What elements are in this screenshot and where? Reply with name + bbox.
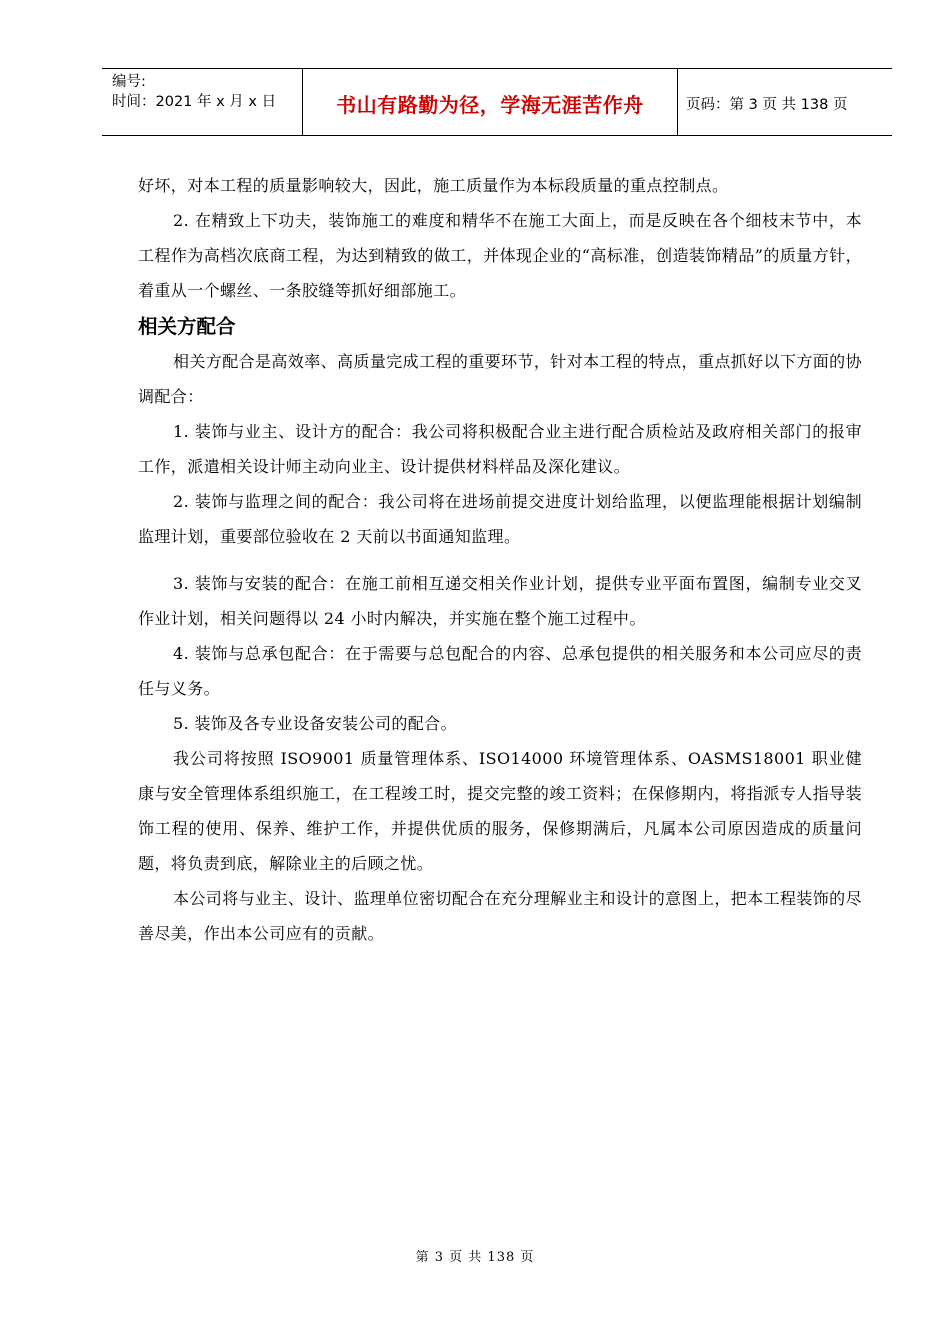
section-heading: 相关方配合 bbox=[138, 315, 236, 338]
paragraph: 好坏，对本工程的质量影响较大，因此，施工质量作为本标段质量的重点控制点。 bbox=[138, 176, 729, 195]
page-header bbox=[102, 68, 892, 136]
header-meta bbox=[102, 69, 303, 135]
document-date: 时间：2021 年 x 月 x 日 bbox=[112, 94, 277, 110]
paragraph: 2. 在精致上下功夫，装饰施工的难度和精华不在施工大面上，而是反映在各个细枝末节中，本工程作为高档次底商工程，为达到精致的做工，并体现企业的“高标准，创造装饰精品”的质量方针，着重从一个螺丝、一条胶缝等抓好细部施工。 bbox=[138, 211, 862, 300]
paragraph: 相关方配合是高效率、高质量完成工程的重要环节，针对本工程的特点，重点抓好以下方面的协调配合： bbox=[138, 352, 862, 406]
page-footer: 第 3 页 共 138 页 bbox=[415, 1250, 535, 1265]
list-item: 5. 装饰及各专业设备安装公司的配合。 bbox=[173, 714, 457, 733]
paragraph: 本公司将与业主、设计、监理单位密切配合在充分理解业主和设计的意图上，把本工程装饰的尽善尽美，作出本公司应有的贡献。 bbox=[138, 889, 862, 943]
document-body bbox=[138, 168, 862, 951]
list-item: 4. 装饰与总承包配合：在于需要与总包配合的内容、总承包提供的相关服务和本公司应尽的责任与义务。 bbox=[138, 644, 862, 698]
paragraph: 我公司将按照 ISO9001 质量管理体系、ISO14000 环境管理体系、OASMS18001 职业健康与安全管理体系组织施工，在工程竣工时，提交完整的竣工资料；在保修期内，将指派专人指导装饰工程的使用、保养、维护工作，并提供优质的服务，保修期满后，凡属本公司原因造成的质量问题，将负责到底，解除业主的后顾之忧。 bbox=[138, 749, 862, 873]
list-item: 1. 装饰与业主、设计方的配合：我公司将积极配合业主进行配合质检站及政府相关部门的报审工作，派遣相关设计师主动向业主、设计提供材料样品及深化建议。 bbox=[138, 422, 862, 476]
header-motto: 书山有路勤为径，学海无涯苦作舟 bbox=[303, 69, 678, 135]
list-item: 3. 装饰与安装的配合：在施工前相互递交相关作业计划，提供专业平面布置图，编制专业交叉作业计划，相关问题得以 24 小时内解决，并实施在整个施工过程中。 bbox=[138, 574, 862, 628]
document-number-label: 编号: bbox=[112, 74, 146, 90]
list-item: 2. 装饰与监理之间的配合：我公司将在进场前提交进度计划给监理，以便监理能根据计划编制监理计划，重要部位验收在 2 天前以书面通知监理。 bbox=[138, 492, 862, 546]
header-page-number: 页码：第 3 页 共 138 页 bbox=[686, 96, 848, 113]
